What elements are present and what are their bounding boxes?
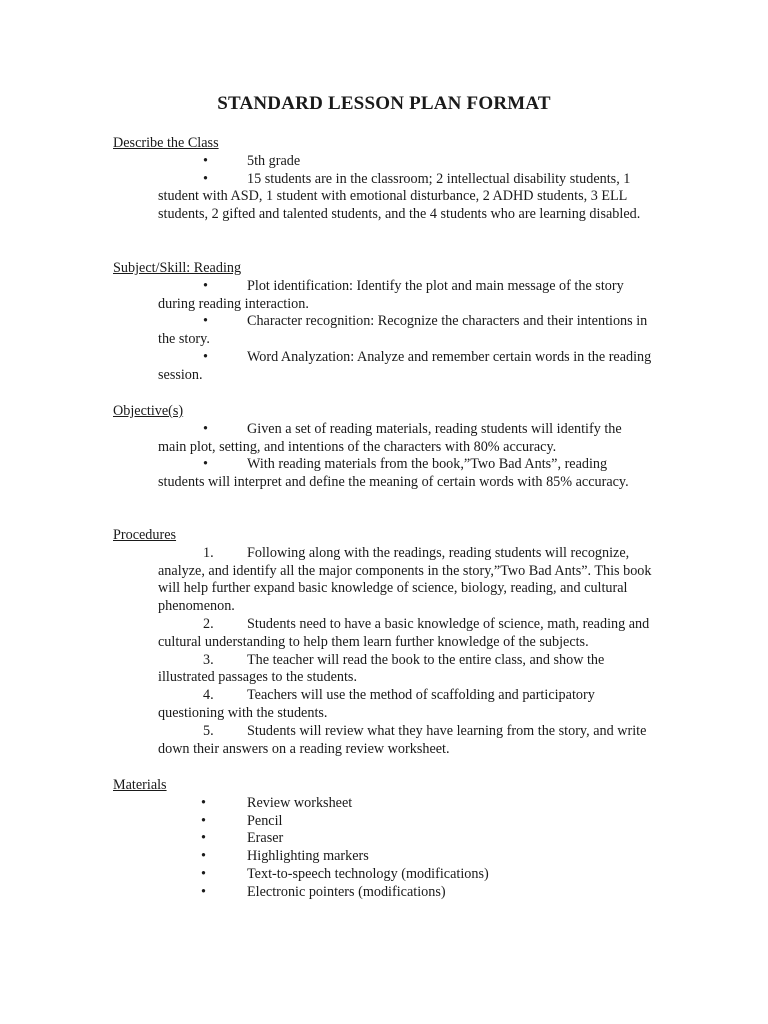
section-heading: Describe the Class (113, 135, 219, 151)
list-item: • 15 students are in the classroom; 2 intellectual disability students, 1 student with ASD, 1 student with emotional disturbance, 2 ADHD students, 3 ELL students, 2 gifted and talented students, and the 4 students who are learning disabled. (158, 170, 641, 223)
bullet-icon: • (201, 865, 206, 882)
list-item (201, 866, 653, 884)
list-item-text: Text-to-speech technology (modifications) (247, 865, 489, 882)
list-item (201, 848, 653, 866)
list-item: • 5th grade (203, 152, 301, 169)
section-materials (113, 777, 653, 902)
list-item: • Character recognition: Recognize the characters and their intentions in the story. (158, 313, 648, 348)
bullet-icon: • (201, 848, 206, 865)
list-item-text: Plot identification: Identify the plot and main message of the story during reading interaction. (158, 277, 624, 312)
list-item: 1. Following along with the readings, reading students will recognize, analyze, and identify all the major components in the story,”Two Bad Ants”. This book will help further expand basic knowledge of science, biology, reading, and cultural phenomenon. (158, 544, 652, 615)
list-item-text: Teachers will use the method of scaffolding and participatory questioning with the students. (158, 687, 595, 721)
bullet-icon: • (201, 883, 206, 900)
list-item-text: With reading materials from the book,”Two Bad Ants”, reading students will interpret and define the meaning of certain words with 85% accuracy. (158, 456, 629, 491)
list-item-text: Electronic pointers (modifications) (247, 883, 446, 900)
section-objectives (113, 403, 653, 492)
page-title: STANDARD LESSON PLAN FORMAT (217, 93, 551, 114)
list-item (201, 884, 653, 902)
list-item-text: Review worksheet (247, 794, 353, 811)
list-item-text: 15 students are in the classroom; 2 intellectual disability students, 1 student with ASD, 1 student with emotional disturbance, 2 ADHD students, 3 ELL students, 2 gifted and talented students, and the 4 students who are learning disabled. (158, 170, 641, 223)
list-item-text: Pencil (247, 812, 283, 829)
list-item (201, 830, 653, 848)
bullet-icon: • (201, 794, 206, 811)
list-item-text: Highlighting markers (247, 848, 369, 865)
section-heading: Materials (113, 777, 167, 793)
list-item-text: Character recognition: Recognize the characters and their intentions in the story. (158, 313, 648, 348)
list-item-text: Students will review what they have learning from the story, and write down their answers on a reading review worksheet. (158, 722, 647, 757)
list-item (201, 813, 653, 831)
section-subject-skill (113, 260, 653, 385)
list-item: • Given a set of reading materials, reading students will identify the main plot, setting, and intentions of the characters with 80% accuracy. (158, 420, 622, 455)
list-item: • Plot identification: Identify the plot and main message of the story during reading interaction. (158, 277, 624, 312)
list-item: 4. Teachers will use the method of scaffolding and participatory questioning with the students. (158, 687, 595, 721)
list-item-text: The teacher will read the book to the entire class, and show the illustrated passages to the students. (158, 651, 605, 686)
list-item-text: Given a set of reading materials, reading students will identify the main plot, setting, and intentions of the characters with 80% accuracy. (158, 420, 622, 455)
list-item-text: Word Analyzation: Analyze and remember certain words in the reading session. (158, 348, 652, 383)
list-item-text: Students need to have a basic knowledge of science, math, reading and cultural understanding to help them learn further knowledge of the subjects. (158, 615, 650, 650)
list-item (201, 795, 653, 813)
list-item: • With reading materials from the book,”Two Bad Ants”, reading students will interpret and define the meaning of certain words with 85% accuracy. (158, 456, 629, 491)
section-procedures (113, 527, 653, 758)
section-heading: Procedures (113, 527, 177, 543)
list-item: 2. Students need to have a basic knowledge of science, math, reading and cultural understanding to help them learn further knowledge of the subjects. (158, 615, 650, 650)
list-item-text: Following along with the readings, reading students will recognize, analyze, and identify all the major components in the story,”Two Bad Ants”. This book will help further expand basic knowledge of science, biology, reading, and cultural phenomenon. (158, 544, 652, 615)
section-heading: Subject/Skill: Reading (113, 260, 242, 276)
section-heading: Objective(s) (113, 403, 184, 419)
list-item-text: Eraser (247, 830, 284, 847)
list-item: • Word Analyzation: Analyze and remember certain words in the reading session. (158, 348, 652, 383)
bullet-icon: • (201, 812, 206, 829)
bullet-icon: • (201, 830, 206, 847)
list-item: 5. Students will review what they have learning from the story, and write down their answers on a reading review worksheet. (158, 722, 647, 757)
list-item-text: 5th grade (247, 152, 301, 169)
list-item: 3. The teacher will read the book to the entire class, and show the illustrated passages to the students. (158, 651, 605, 686)
section-describe-class (113, 135, 653, 224)
